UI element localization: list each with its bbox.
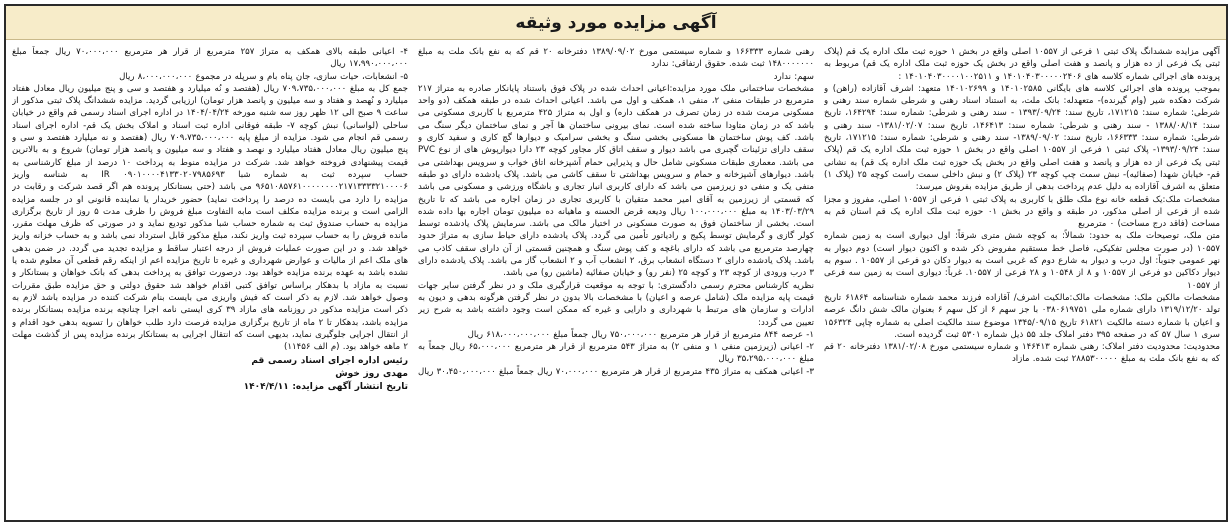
column-middle — [418, 46, 814, 516]
paragraph: بموجب پرونده های اجرائی کلاسه های بایگانی ۱۴۰۱۰۲۵۸۵ و ۱۴۰۱۰۲۶۹۹ متعهد: اشرف آقازاده (راهن) و شرکت دهکده شیر (وام گیرنده)- متعهدله: بانک ملت، به استناد اسناد رهنی و شرطی شماره سند رهنی و شرطی: شماره سند: ۱۷۱۲۱۵، تاریخ سند: ۱۳۹۳/۰۹/۲۴ - سند رهنی و شرطی: شماره سند: ۱۶۴۲۹۴، تاریخ سند: ۱۳۸۸/۰۸/۱۴ - سند رهنی و شرطی: شماره سند: ۱۴۶۴۱۳، تاریخ سند: ۱۳۸۱/۰۲/۰۷- سند رهنی و شرطی: شماره سند: ۱۶۶۳۳۳، تاریخ سند: ۱۳۸۹/۰۹/۰۲- سند رهنی و شرطی: شماره سند: ۱۷۱۲۱۵، تاریخ سند: ۱۳۹۳/۰۹/۲۴- پلاک ثبتی ۱ فرعی از ۱۰۵۵۷ اصلی واقع در بخش ۱ حوزه ثبت ملک اداره یک قم (پلاک ثبتی یک فرعی از ده هزار و پانصد و هفت اصلی واقع در بخش یک حوزه ثبت ملک اداره یک قم) به نشانی قم- خیابان شهدا (صفائیه)- نبش سمت چپ کوچه ۲۳ (پلاک ۲) و نبش داخلی سمت راست کوچه ۲۵ (پلاک ۱) متعلق به اشرف آقازاده به دلیل عدم پرداخت بدهی از طریق مزایده بفروش میرسد: — [824, 83, 1220, 193]
paragraph: ۱- عرصه ۸۴۴ مترمربع از قرار هر مترمربع ۷۵۰،۰۰۰،۰۰۰ ریال جمعاً مبلغ ۶۱۸،۰۰۰،۰۰۰،۰۰۰ ریال — [467, 329, 814, 340]
paragraph: متن ملک، توصیحات ملک به حدود: شمالاً: به کوچه شش متری شرقاً: اول دیواری است به زمین شماره ۱۰۵۵۷ (در صورت مجلس تفکیکی، فاصل خط مستقیم مفروض ذکر شده و اکنون دیوار است) دوم دیوار به نهر عمومی جنوباً: اول درب و دیوار به شارع دوم که غربی است به دیوار دکان دو فرعی از ۱۰۵۵۷ . سوم به دیوار دکاکین دو فرعی از ۱۰۵۵۷ و ۸ از ۱۰۵۴۸ و ۲۸ فرعی از ۱۰۵۵۷. غرباً: دیواری است به زمین سه فرعی از ۱۰۵۵۷ — [824, 231, 1220, 291]
paragraph: مشخصات ملک:یک قطعه خانه نوع ملک طلق با کاربری به پلاک ثبتی ۱ فرعی از ۱۰۵۵۷ اصلی، مفروز و مجزا شده از فرعی از اصلی مذکور، در طبقه و واقع در بخش ۰۱ حوزه ثبت ملک اداره یک قم استان قم به مساحت (فاقد درج مساحت) ۰ مترمربع — [824, 194, 1220, 230]
notice-columns — [12, 46, 1220, 516]
paragraph: مشخصات مالکین ملک: مشخصات مالک:مالکیت اشرف/ آقازاده فرزند محمد شماره شناسنامه ۶۱۸۶۴ تاریخ تولد ۱۳۱۹/۱۲/۲۰ دارای شماره ملی ۰۳۸۰۶۱۹۷۵۱ با جز سهم ۶ از کل سهم ۶ بعنوان مالک شش دانگ عرصه و اعیان با شماره دسته مالکیت ۶۱۸۲۱ تاریخ ۱۳۴۵/۰۹/۱۵ موضوع سند مالکیت اصلی به شماره چاپی ۱۵۶۳۲۴ سری ۱ سال ۵۷ که در صفحه ۳۹۵ دفتر املاک جلد ۵۵ ذیل شماره ۵۳۰۱ ثبت گردیده است. — [824, 292, 1220, 340]
paragraph: ۳- اعیانی همکف به متراژ ۴۳۵ مترمربع از قرار هر مترمربع ۷۰،۰۰۰،۰۰۰ ریال جمعاً مبلغ ۳۰،۴۵۰،۰۰۰،۰۰۰ ریال — [418, 366, 814, 377]
column-left — [12, 46, 408, 516]
signature-office: رئیس اداره اجرای اسناد رسمی قم — [251, 356, 408, 367]
paragraph: ۲- اعیانی (زیرزمین منفی ۱ و منفی ۲) به متراژ ۵۴۳ مترمربع از قرار هر مترمربع ۶۵،۰۰۰،۰۰۰ ریال جمعاً به مبلغ ۳۵،۲۹۵،۰۰۰،۰۰۰ ریال — [418, 342, 814, 365]
paragraph: آگهی مزایده ششدانگ پلاک ثبتی ۱ فرعی از ۱۰۵۵۷ اصلی واقع در بخش ۱ حوزه ثبت ملک اداره یک قم (پلاک ثبتی یک فرعی از ده هزار و پانصد و هفت اصلی واقع در بخش یک حوزه ثبت ملک اداره یک قم) مربوط به پرونده های اجرائی شماره کلاسه های ۱۴۰۱۰۴۰۳۰۰۰۰۰۲۴۰۶ و ۱۴۰۱۰۴۰۳۰۰۰۰۱۰۰۲۵۱۱ : — [824, 47, 1220, 82]
paragraph: محدودیت: محدودیت دفتر املاک: رهنی شماره ۱۴۶۴۱۳ و شماره سیستمی مورخ ۱۳۸۱/۰۲/۰۸ دفترخانه ۲۰ قم که به نفع بانک ملت به مبلغ ۲۸۸۵۳۰۰۰۰۰ ثبت شده. مازاد — [824, 342, 1220, 365]
publication-date: تاریخ انتشار آگهی مزایده: ۱۴۰۴/۴/۱۱ — [243, 382, 408, 393]
paragraph: مشخصات ساختمانی ملک مورد مزایده:اعیانی احداث شده در پلاک فوق باستناد پایانکار صادره به متراژ ۲۱۷ مترمربع در طبقات منفی ۲، منفی ۱، همکف و اول می باشد. اعیانی احداث شده در طبقه همکف (دو واحد مسکونی مرمت شده در زمان تصرف در همکف داره) و اول به متراژ ۴۲۵ مترمربع با کاربری مسکونی می باشد که در زمان متاودا ساخته شده است. نمای بیرونی ساختمان ها آجر و نمای ساختمان دیگر سنگ می باشد. کف پوش ساختمان ها مسکونی بخشی سنگ و بخشی سرامیک و دیوارها گچ کاری و سفید کاری و سقف دارای تزئینات گچبری می باشد دیوار و سقف اتاق کار مجاور کوچه ۲۳ دارا دیوارپوش های از نوع PVC می باشد. معماری طبقات مسکونی شامل حال و پذیرایی حمام آشپزخانه اتاق خواب و سرویس بهداشتی می باشد. دیوارهای آشپزخانه و حمام و سرویس بهداشتی تا سقف کاشی می باشد. پلاک یادشده دارای دو طبقه منفی یک و منفی دو زیرزمین می باشد که دارای کاربری انبار تجاری و باشگاه ورزشی و مسکونی می باشد که قسمتی از زیرزمین به آقای امیر محمد متقیان با کاربری تجاری در زمان اجاره می باشد که تا تاریخ ۱۴۰۳/۰۳/۲۹ به مبلغ ۱۰۰،۰۰۰،۰۰۰ ریال ودیعه قرض الحسنه و ماهیانه ده میلیون تومان اجاره بها داده شده است. بخشی از ساختمان فوق به صورت مسکونی در اختیار مالک می باشد. سرمایش پلاک یادشده توسط کولر گازی و گرمایش توسط پکیج و رادیاتور تأمین می گردد. پلاک یادشده دارای حیاط سازی به متراژ حدود چهارصد مترمربع می باشد که دارای باغچه و کف پوش سنگ و همچنین قسمتی از آن دارای سقف کاذب می باشد. پلاک یادشده دارای ۲ دستگاه انشعاب برق، ۲ انشعاب آب و ۲ انشعاب گاز می باشد. پلاک یادشده دارای ۳ درب ورودی از کوچه ۲۳ و کوچه ۲۵ (نفر رو) و خیابان صفائیه (ماشین رو) می باشد. — [418, 83, 814, 279]
paragraph: ۴- اعیانی طبقه بالای همکف به متراژ ۲۵۷ مترمربع از قرار هر مترمربع ۷۰،۰۰۰،۰۰۰ ریال جمعاً مبلغ ۱۷،۹۹۰،۰۰۰،۰۰۰ ریال — [12, 47, 408, 70]
signature-name: مهدی روز خوش — [335, 369, 408, 380]
column-right — [824, 46, 1220, 516]
paragraph: رهنی شماره ۱۶۶۳۳۳ و شماره سیستمی مورخ ۱۳۸۹/۰۹/۰۲ دفترخانه ۲۰ قم که به نفع بانک ملت به مبلغ ۱۴۸۰۰۰۰۰۰۰ ثبت شده. حقوق ارتفاقی: ندارد — [418, 47, 814, 70]
paragraph: جمع کل به مبلغ ۷۰۹،۷۳۵،۰۰۰،۰۰۰ ریال (هفتصد و نُه میلیارد و هفتصد و سی و پنج میلیون ریال معادل هفتاد میلیارد و نُهصد و هفتاد و سه میلیون و پانصد هزار تومان) ارزیابی گردید. مزایده ششدانگ پلاک ثبتی مذکور از ساعت ۹ صبح الی ۱۲ ظهر روز سه شنبه مورخه ۱۴۰۴/۰۴/۲۴ در اداره اجرای اسناد رسمی قم واقع در خیابان ساحلی (لواسانی) نبش کوچه ۷- طبقه فوقانی اداره ثبت اسناد و املاک بخش یک قم- اداره اجرای اسناد رسمی قم انجام می شود. مزایده از مبلغ پایه ۷۰۹،۷۳۵،۰۰۰،۰۰۰ ریال (هفتصد و نه میلیارد هفتصد و سی و پنج میلیون ریال معادل هفتاد میلیارد و نهصد و هفتاد و سه میلیون و پانصد هزار تومان) شروع و به بالاترین قیمت پیشنهادی فروخته خواهد شد. شرکت در مزایده منوط به پرداخت ۱۰ درصد از مبلغ کارشناسی به حساب سپرده ثبت به شماره شبا IR ۰۹۰۱۰۰۰۰۴۱۳۳۰۲۰۷۹۸۵۶۹۳ به شناسه واریز ۹۶۵۱۰۸۵۷۶۱۰۰۰۰۰۰۰۰۲۱۷۱۳۳۳۳۲۱۰۰۰۰۶ می باشد (حتی بستانکار پرونده هم اگر قصد شرکت و رقابت در مزایده را دارد می بایست ده درصد را پرداخت نماید) حضور خریدار یا نماینده قانونی او در جلسه مزایده الزامی است و برنده مزایده مکلف است مابه التفاوت مبلغ فروش را ظرف مدت ۵ روز از تاریخ برگزاری مزایده به حساب صندوق ثبت به شماره حساب شبا مذکور تودیع نماید و در صورتی که ظرف مهلت مقرر، مانده فروش را به حساب سپرده ثبت واریز نکند، مبلغ مذکور قابل استرداد نمی باشد و به حساب خزانه واریز خواهد شد. و در این صورت عملیات فروش از درجه اعتبار ساقط و مزایده تجدید می گردد. در ضمن بدهی های ملک اعم از مالیات و عوارض شهرداری و غیره تا تاریخ مزایده اعم از اینکه رقم قطعی آن معلوم شده یا نشده باشد به عهده برنده مزایده خواهد بود. درصورت توافق به پرداخت بدهی که بانک خواهان و بستانکار و نسبت به مازاد با بدهکار براساس توافق کتبی اقدام خواهد شد حقوق دولتی و حق مزایده طبق مقررات وصول خواهد شد. لازم به ذکر است که فیش واریزی می بایست بنام شرکت کننده در مزایده باشد لازم به ذکر است مزایده مذکور در روزنامه های مازاد ۳۹ کری ایستی نامه اجرا چنانچه برنده مزایده بستانکار برنده مزایده باشد، بدهکار تا ۲ ماه از تاریخ برگزاری مزایده فرصت دارد طلب خواهان را تسویه بدهی خود اقدام و از انتقال اجرایی جلوگیری نماید، بدیهی است که انتقال اجرایی به بستانکار برنده مزایده پس از گذشت مهلت ۲ ماهه خواهد بود. (م الف ۱۱۴۵۶) — [12, 83, 408, 353]
signature-block — [12, 355, 408, 394]
notice-title-bar — [6, 6, 1226, 40]
paragraph: سهم: ندارد — [773, 71, 814, 82]
notice-title: آگهی مزایده مورد وثیقه — [515, 12, 717, 33]
paragraph: نظریه کارشناس محترم رسمی دادگستری: با توجه به موقعیت قرارگیری ملک و در نظر گرفتن سایر جهات قیمت پایه مزایده ملک (شامل عرصه و اعیان) با مشخصات بالا بدون در نظر گرفتن هرگونه بدهی و دیون به ادارات و سازمان های مرتبط با شهرداری و دارایی و غیره که ممکن است وجود داشته باشد به شرح زیر تعیین می گردد: — [418, 280, 814, 328]
auction-notice — [4, 4, 1228, 522]
paragraph: ۵- انشعابات، حیات سازی، جان پناه بام و سرپله در مجموع ۸،۰۰۰،۰۰۰،۰۰۰ ریال — [119, 71, 408, 82]
